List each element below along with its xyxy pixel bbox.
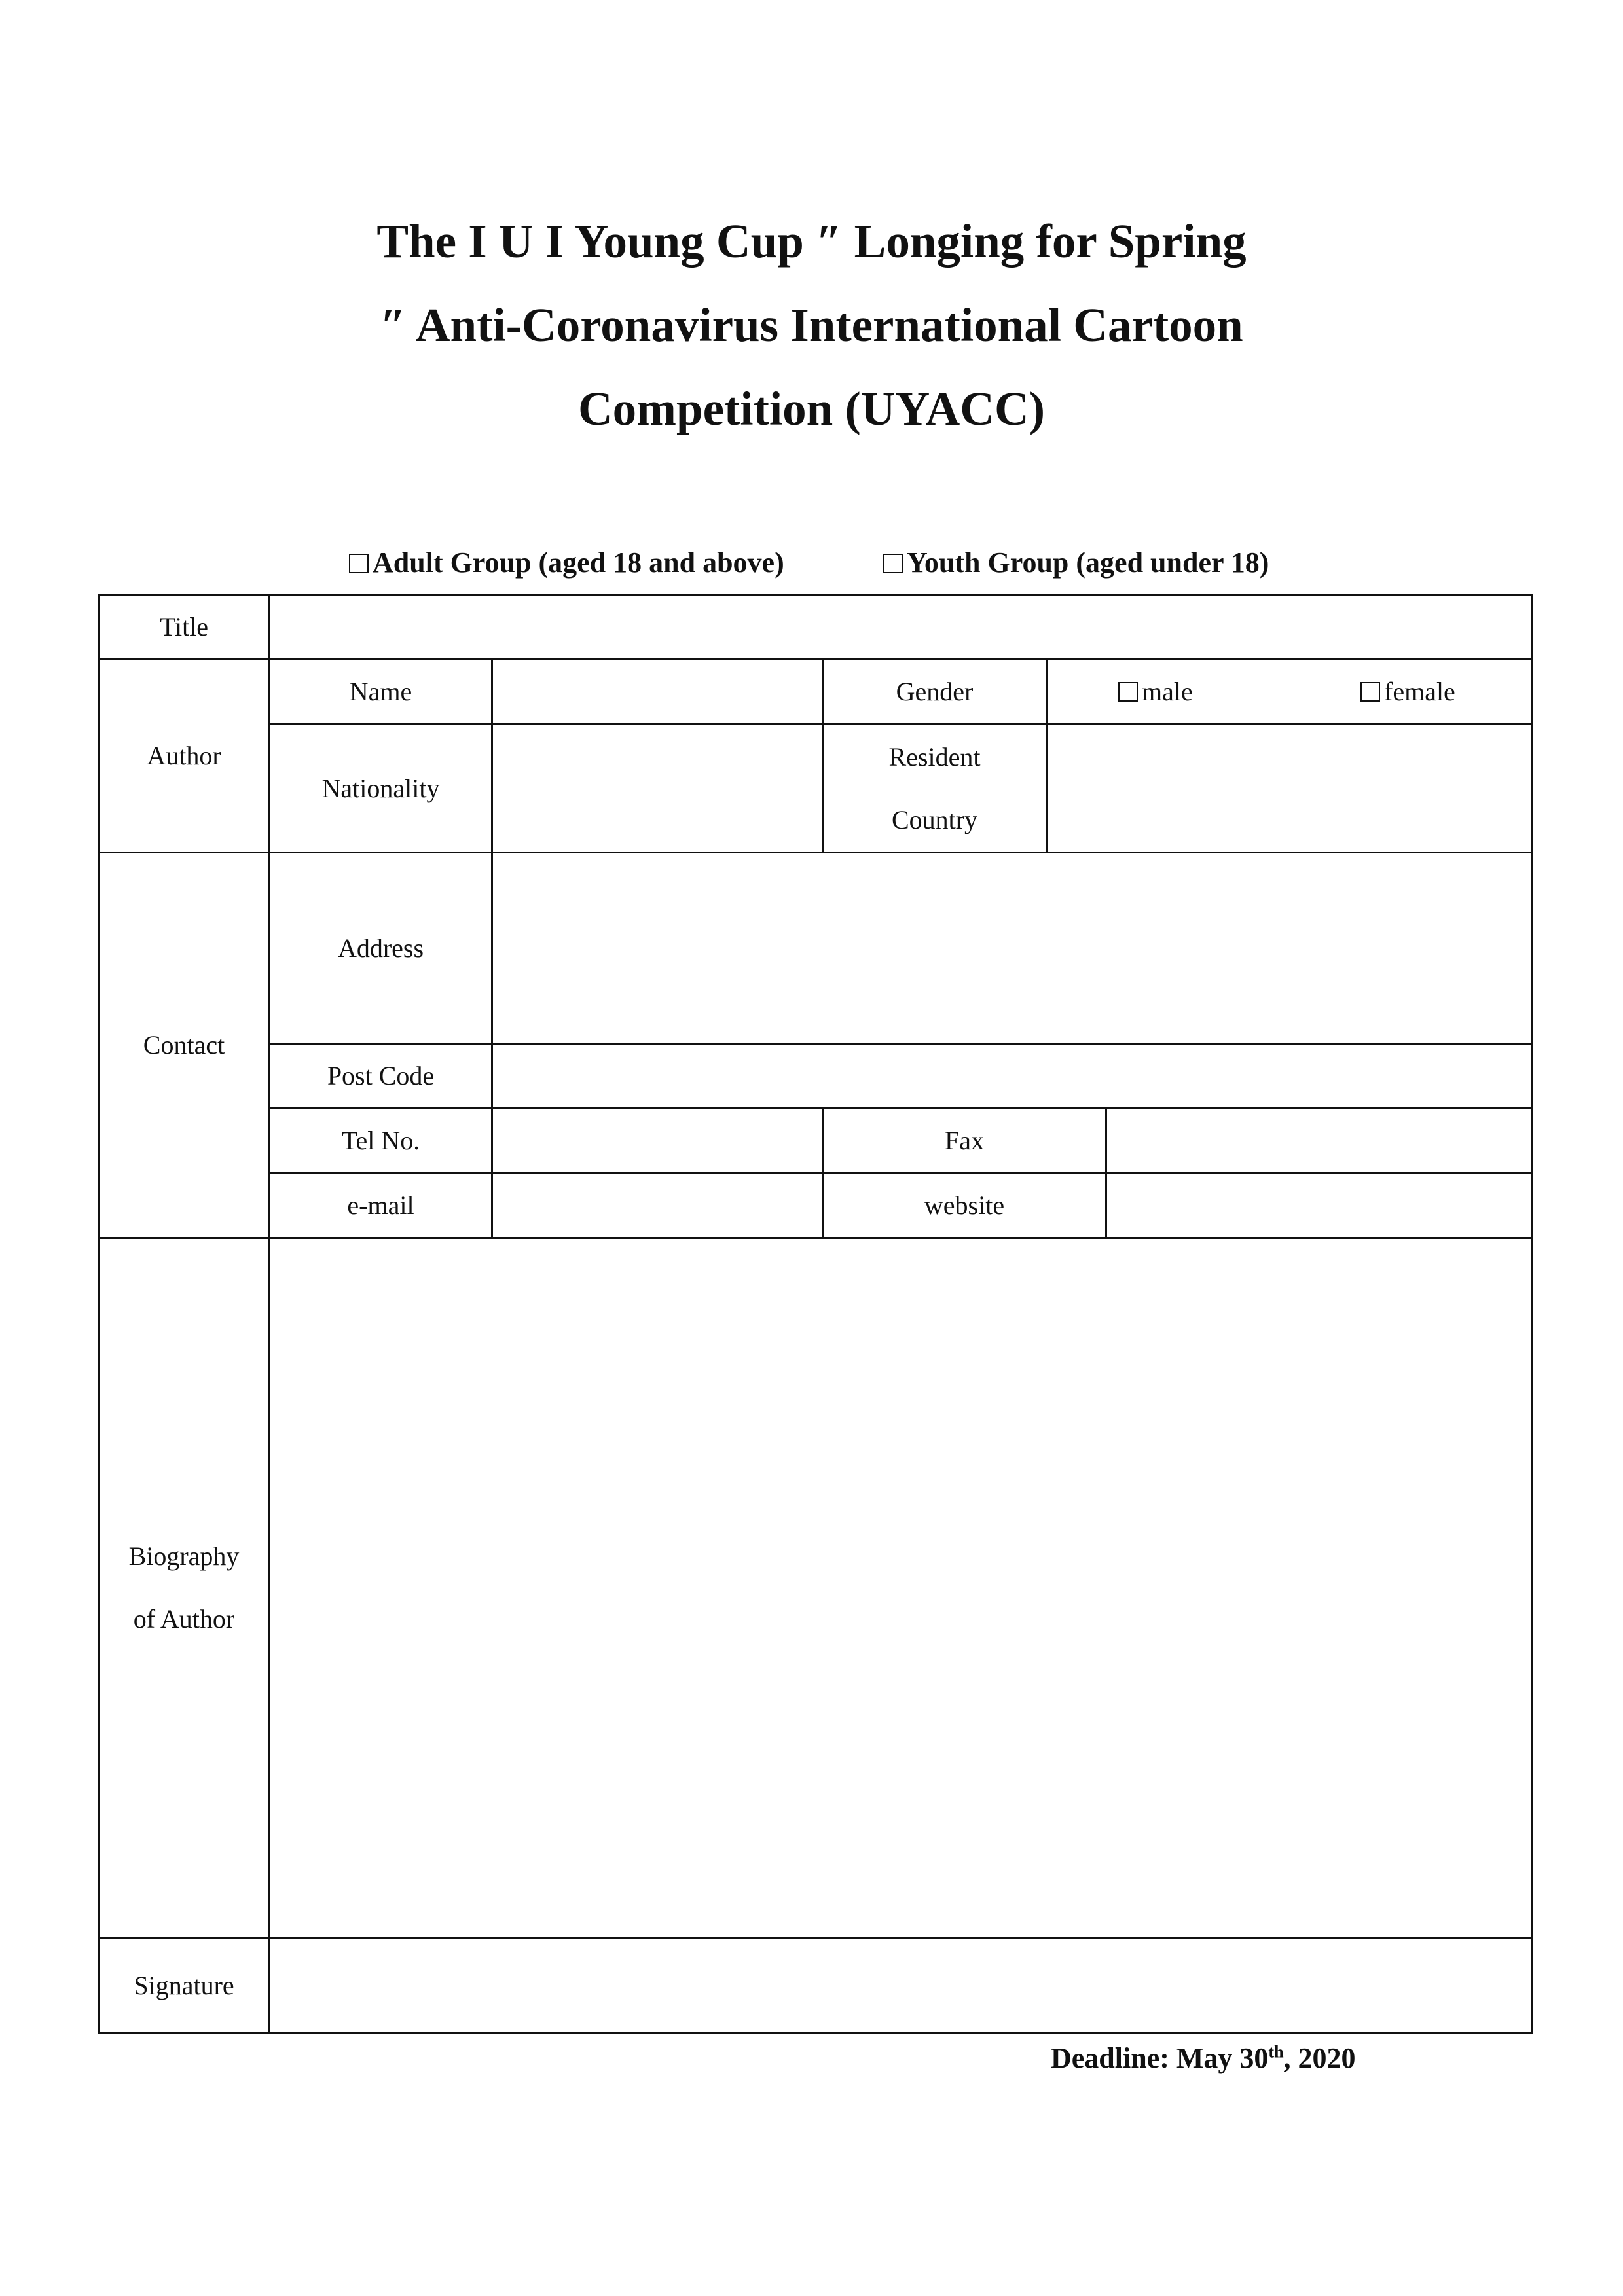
email-label: e-mail xyxy=(270,1174,492,1238)
gender-female-option[interactable] xyxy=(1360,660,1455,723)
resident-label-line-1: Resident xyxy=(888,742,981,772)
entry-form-table xyxy=(98,594,1533,2034)
adult-group-option[interactable] xyxy=(349,543,784,583)
title-label: Title xyxy=(99,595,270,660)
website-label: website xyxy=(823,1174,1106,1238)
fax-field[interactable] xyxy=(1106,1109,1532,1174)
title-line-1: The I U I Young Cup ″ Longing for Spring xyxy=(376,215,1247,268)
signature-label: Signature xyxy=(99,1938,270,2034)
fax-label: Fax xyxy=(823,1109,1106,1174)
youth-group-option[interactable] xyxy=(883,543,1269,583)
adult-group-label: Adult Group (aged 18 and above) xyxy=(373,547,784,579)
signature-field[interactable] xyxy=(270,1938,1532,2034)
title-line-3: Competition (UYACC) xyxy=(577,382,1046,435)
resident-country-field[interactable] xyxy=(1047,725,1532,853)
female-label: female xyxy=(1384,677,1455,706)
deadline-year: , 2020 xyxy=(1283,2042,1356,2074)
male-checkbox[interactable] xyxy=(1118,682,1138,702)
youth-group-checkbox[interactable] xyxy=(883,554,903,573)
email-field[interactable] xyxy=(492,1174,823,1238)
deadline-day: May 30 xyxy=(1176,2042,1269,2074)
deadline-day-suffix: th xyxy=(1268,2042,1284,2062)
website-field[interactable] xyxy=(1106,1174,1532,1238)
tel-label: Tel No. xyxy=(270,1109,492,1174)
title-line-2: ″ Anti-Coronavirus International Cartoon xyxy=(380,298,1243,351)
biography-label xyxy=(99,1238,270,1938)
postcode-label: Post Code xyxy=(270,1044,492,1109)
group-selection xyxy=(0,543,1623,583)
gender-label: Gender xyxy=(823,660,1047,725)
address-field[interactable] xyxy=(492,853,1532,1044)
nationality-label: Nationality xyxy=(270,725,492,853)
resident-country-label xyxy=(823,725,1047,853)
deadline xyxy=(1051,2039,1356,2078)
biography-label-line-2: of Author xyxy=(133,1604,235,1634)
name-label: Name xyxy=(270,660,492,725)
tel-field[interactable] xyxy=(492,1109,823,1174)
male-label: male xyxy=(1142,677,1193,706)
name-field[interactable] xyxy=(492,660,823,725)
title-field[interactable] xyxy=(270,595,1532,660)
deadline-label: Deadline: xyxy=(1051,2042,1169,2074)
page-title xyxy=(0,200,1623,451)
biography-field[interactable] xyxy=(270,1238,1532,1938)
gender-options xyxy=(1047,660,1532,725)
nationality-field[interactable] xyxy=(492,725,823,853)
author-label: Author xyxy=(99,660,270,853)
postcode-field[interactable] xyxy=(492,1044,1532,1109)
address-label: Address xyxy=(270,853,492,1044)
female-checkbox[interactable] xyxy=(1360,682,1380,702)
gender-male-option[interactable] xyxy=(1118,660,1193,723)
adult-group-checkbox[interactable] xyxy=(349,554,369,573)
youth-group-label: Youth Group (aged under 18) xyxy=(907,547,1269,579)
biography-label-line-1: Biography xyxy=(128,1541,240,1571)
contact-label: Contact xyxy=(99,853,270,1238)
resident-label-line-2: Country xyxy=(891,804,978,834)
